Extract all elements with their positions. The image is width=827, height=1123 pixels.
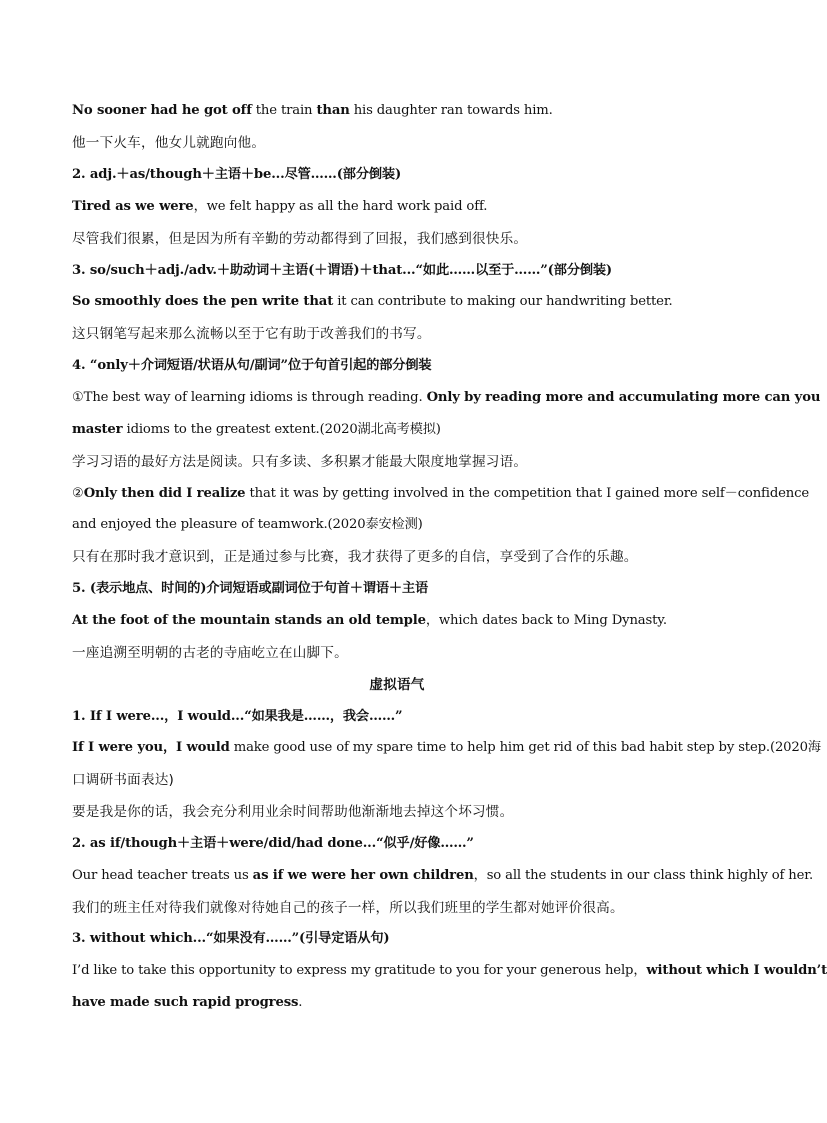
text-run: 他一下火车，他女儿就跑向他。 — [72, 135, 266, 151]
example-sentence — [72, 484, 810, 504]
rule-heading — [72, 929, 722, 949]
bold-text: Only then did I realize — [83, 486, 246, 501]
text-run: that it was by getting involved in the competition that I gained more self－confidence — [245, 486, 810, 501]
example-sentence-cont — [72, 993, 722, 1013]
translation — [72, 802, 722, 822]
bold-text: At the foot of the mountain stands an old temple — [72, 613, 426, 628]
text-run: the train — [251, 103, 317, 118]
text-run: 尽管我们很累，但是因为所有辛勤的劳动都得到了回报，我们感到很快乐。 — [72, 231, 528, 247]
bold-text: as if we were her own children — [252, 868, 474, 883]
bold-text: than — [316, 103, 350, 118]
text-run: 只有在那时我才意识到，正是通过参与比赛，我才获得了更多的自信，享受到了合作的乐趣。 — [72, 549, 638, 565]
translation — [72, 547, 722, 567]
rule-heading — [72, 261, 722, 281]
translation — [72, 452, 722, 472]
rule-heading — [72, 707, 722, 727]
bold-text: without which I wouldn’t — [646, 963, 827, 978]
example-sentence-cont — [72, 420, 722, 440]
example-sentence — [72, 961, 827, 981]
example-sentence — [72, 101, 722, 121]
rule-heading — [72, 356, 722, 376]
text-run: 这只钢笔写起来那么流畅以至于它有助于改善我们的书写。 — [72, 326, 431, 342]
example-sentence — [72, 738, 821, 758]
bold-text: Tired as we were — [72, 199, 194, 214]
bold-text: master — [72, 422, 123, 437]
bold-text: 3. without which...“如果没有……”(引导定语从句) — [72, 931, 390, 946]
translation — [72, 133, 722, 153]
example-sentence — [72, 388, 821, 408]
example-sentence — [72, 866, 814, 886]
bold-text: If I were you，I would — [72, 740, 230, 755]
text-run: 一座追溯至明朝的古老的寺庙屹立在山脚下。 — [72, 645, 348, 661]
example-sentence — [72, 197, 722, 217]
text-run: and enjoyed the pleasure of teamwork.(2020泰安检测) — [72, 517, 423, 532]
text-run: idioms to the greatest extent.(2020湖北高考模拟) — [122, 422, 441, 437]
rule-heading — [72, 834, 722, 854]
bold-text: 2. adj.＋as/though＋主语＋be...尽管……(部分倒装) — [72, 167, 402, 182]
example-sentence-cont — [72, 770, 722, 790]
text-run: ①The best way of learning idioms is through reading. — [72, 390, 427, 405]
text-run: ，which dates back to Ming Dynasty. — [425, 613, 667, 628]
bold-text: Only by reading more and accumulating more can you — [426, 390, 821, 405]
text-run: ，we felt happy as all the hard work paid off. — [193, 199, 488, 214]
text-run: ② — [72, 486, 84, 501]
bold-text: have made such rapid progress — [72, 995, 299, 1010]
bold-text: 虚拟语气 — [369, 677, 425, 693]
rule-heading — [72, 579, 722, 599]
rule-heading — [72, 165, 722, 185]
example-sentence-cont — [72, 515, 722, 535]
bold-text: No sooner had he got off — [72, 103, 252, 118]
bold-text: 4. “only＋介词短语/状语从句/副词”位于句首引起的部分倒装 — [72, 358, 432, 373]
text-run: I’d like to take this opportunity to express my gratitude to you for your generous help， — [72, 963, 647, 978]
translation — [72, 643, 722, 663]
translation — [72, 229, 722, 249]
text-run: . — [298, 995, 303, 1010]
text-run: it can contribute to making our handwriting better. — [333, 294, 673, 309]
translation — [72, 324, 722, 344]
text-run: his daughter ran towards him. — [349, 103, 553, 118]
bold-text: 3. so/such＋adj./adv.＋助动词＋主语(＋谓语)＋that...“如此……以至于……”(部分倒装) — [72, 263, 613, 278]
text-run: make good use of my spare time to help him get rid of this bad habit step by step.(2020海 — [229, 740, 821, 755]
section-title — [0, 675, 794, 695]
bold-text: 5. (表示地点、时间的)介词短语或副词位于句首＋谓语＋主语 — [72, 581, 429, 596]
text-run: Our head teacher treats us — [72, 868, 253, 883]
bold-text: 1. If I were...，I would...“如果我是……，我会……” — [72, 709, 403, 724]
text-run: 学习习语的最好方法是阅读。只有多读、多积累才能最大限度地掌握习语。 — [72, 454, 528, 470]
bold-text: 2. as if/though＋主语＋were/did/had done...“似乎/好像……” — [72, 836, 474, 851]
bold-text: So smoothly does the pen write that — [72, 294, 334, 309]
text-run: 口调研书面表达) — [72, 772, 175, 788]
text-run: ，so all the students in our class think highly of her. — [473, 868, 814, 883]
text-run: 我们的班主任对待我们就像对待她自己的孩子一样，所以我们班里的学生都对她评价很高。 — [72, 900, 624, 916]
text-run: 要是我是你的话，我会充分利用业余时间帮助他渐渐地去掉这个坏习惯。 — [72, 804, 514, 820]
example-sentence — [72, 611, 722, 631]
translation — [72, 898, 722, 918]
example-sentence — [72, 292, 722, 312]
